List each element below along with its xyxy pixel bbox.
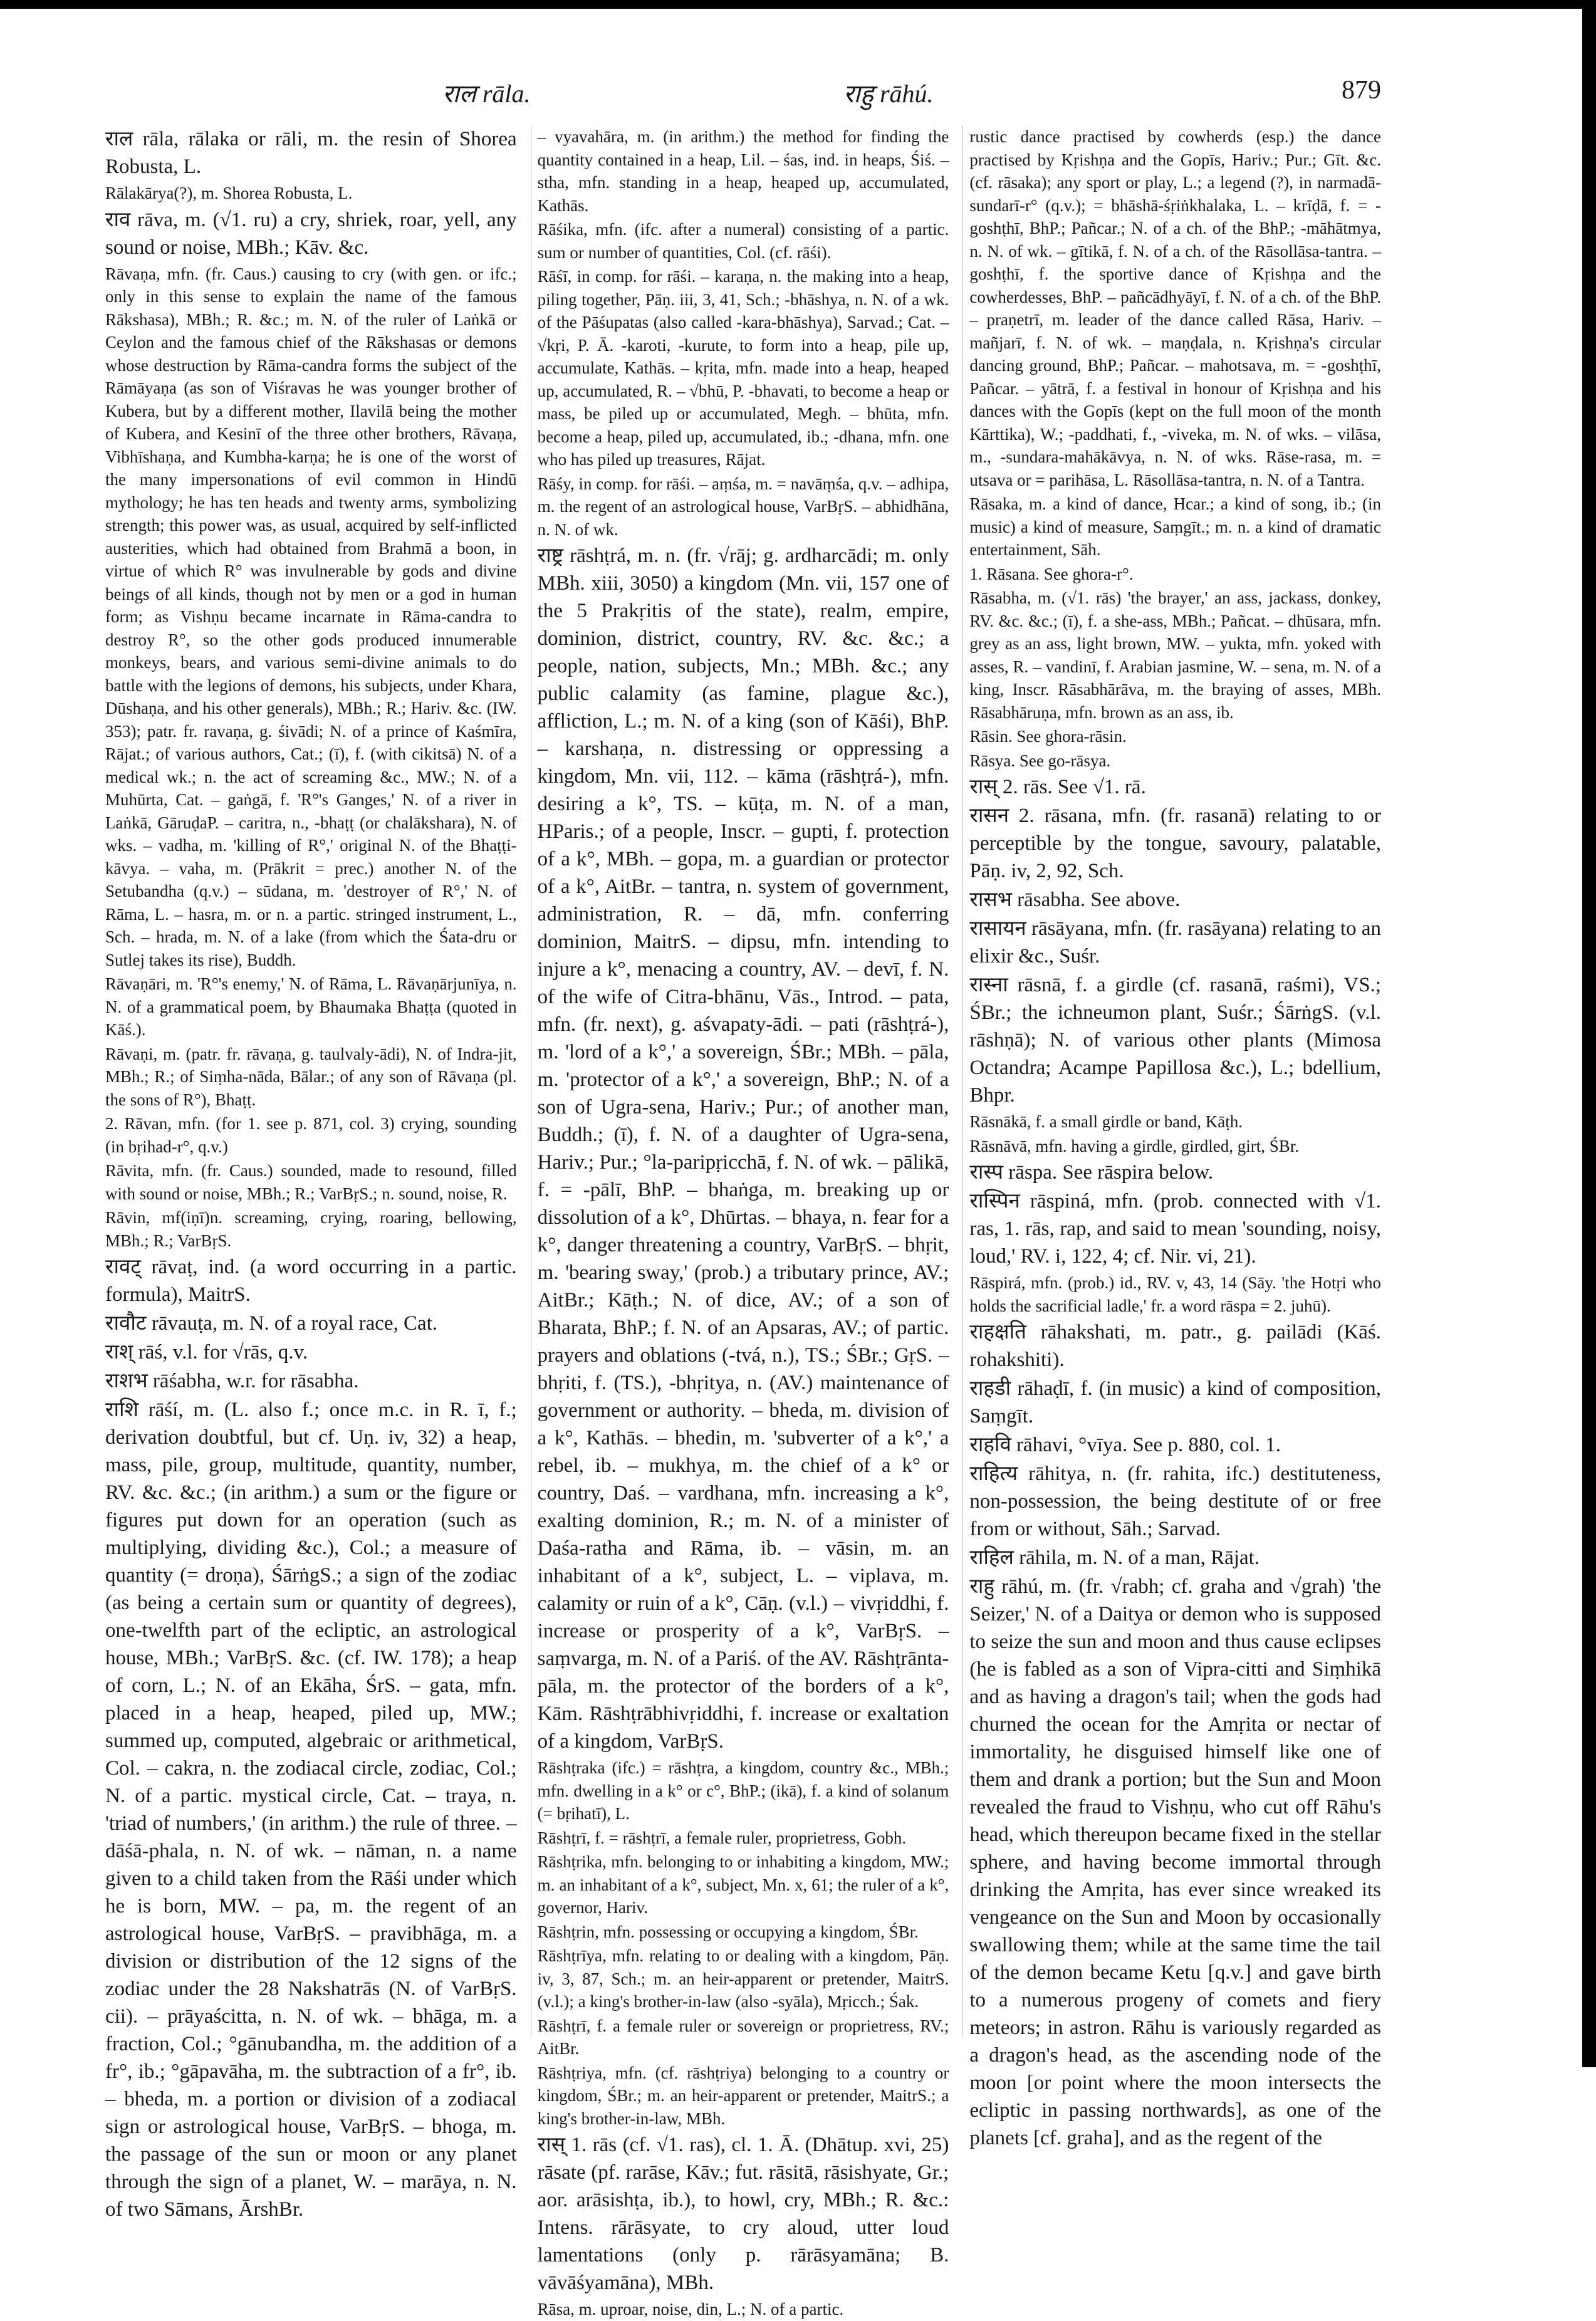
dictionary-entry: Rāsa, m. uproar, noise, din, L.; N. of a partic. <box>537 2300 844 2318</box>
dictionary-entry: राशभ rāśabha, w.r. for rāsabha. <box>105 1370 359 1392</box>
dictionary-entry: rustic dance practised by cowherds (esp.) the dance practised by Kṛishṇa and the Gopīs, Hariv.; Pur.; Gīt. &c. (cf. rāsaka); any sport or play, L.; a legend (?), in narmadā-sundarī-r° (q.v.); = bhāshā-śṛiṅkhalaka, L. – krīḍā, f. = -goshṭhī, BhP.; Pañcar.; N. of a ch. of the BhP.; -māhātmya, n. N. of wk. – gītikā, f. N. of a ch. of the Rāsollāsa-tantra. – goshṭhī, f. the sportive dance of Kṛishṇa and the cowherdesses, BhP. – pañcādhyāyī, f. N. of a ch. of the BhP. – praṇetrī, m. leader of the dance called Rāsa, Hariv. – mañjarī, f. N. of wk. – maṇḍala, n. Kṛishṇa's circular dancing ground, BhP.; Pañcar. – mahotsava, m. = -goshṭhī, Pañcar. – yātrā, f. a festival in honour of Kṛishṇa and his dances with the Gopīs (kept on the full moon of the month Kārttika), W.; -paddhati, f., -viveka, m. N. of wks. – vilāsa, m., -sundara-mahākāvya, n. N. of wks. Rāse-rasa, m. = utsava or = parihāsa, L. Rāsollāsa-tantra, n. N. of a Tantra. <box>969 127 1382 489</box>
dictionary-entry: 2. Rāvan, mfn. (for 1. see p. 871, col. 3) crying, sounding (in bṛihad-r°, q.v.) <box>105 1114 517 1156</box>
dictionary-entry: रास्प rāspa. See rāspira below. <box>969 1161 1214 1184</box>
dictionary-entry: Rāvaṇa, mfn. (fr. Caus.) causing to cry (with gen. or ifc.; only in this sense to explain the name of the famous Rākshasa), MBh.; R. &c.; m. N. of the ruler of Laṅkā or Ceylon and the famous chief of the Rākshasas or demons whose destruction by Rāma-candra forms the subject of the Rāmāyaṇa (as son of Viśravas he was younger brother of Kubera, but by a different mother, Ilavilā being the mother of Kubera, and Kesinī of the three other brothers, Rāvaṇa, Vibhīshaṇa, and Kumbha-karṇa; he is one of the worst of the many impersonations of evil common in Hindū mythology; he has ten heads and twenty arms, symbolizing strength; this power was, as usual, acquired by self-inflicted austerities, which had obtained from Brahmā a boon, in virtue of which R° was invulnerable by gods and divine beings of all kinds, though not by men or a god in human form; as Vishṇu became incarnate in Rāma-candra to destroy R°, so the other gods produced innumerable monkeys, bears, and various semi-divine animals to do battle with the legions of demons, his subjects, under Khara, Dūshaṇa, and his other generals), MBh.; R.; Hariv. &c. (IW. 353); patr. fr. ravaṇa, g. śivādi; N. of a prince of Kaśmīra, Rājat.; of various authors, Cat.; (ī), f. (with cikitsā) N. of a medical wk.; n. the act of screaming &c., MW.; N. of a Muhūrta, Cat. – gaṅgā, f. 'R°'s Ganges,' N. of a river in Laṅkā, GāruḍaP. – caritra, n., -bhaṭṭ (or chalākshara), N. of wks. – vadha, m. 'killing of R°,' original N. of the Bhaṭṭi-kāvya. – vaha, m. (Prākrit = prec.) another N. of the Setubandha (q.v.) – sūdana, m. 'destroyer of R°,' N. of Rāma, L. – hasra, m. or n. a partic. stringed instrument, L., Sch. – hrada, m. N. of a lake (from which the Śata-dru or Sutlej takes its rise), Buddh. <box>105 264 517 969</box>
dictionary-entry: Rāśika, mfn. (ifc. after a numeral) consisting of a partic. sum or number of quantities, Col. (cf. rāśi). <box>537 220 949 262</box>
dictionary-entry: Rāshṭrī, f. a female ruler or sovereign or proprietress, RV.; AitBr. <box>537 2016 949 2058</box>
dictionary-entry: Rāsabha, m. (√1. rās) 'the brayer,' an ass, jackass, donkey, RV. &c. &c.; (ī), f. a she-ass, MBh.; Pañcat. – dhūsara, mfn. grey as an ass, light brown, MW. – yukta, mfn. yoked with asses, R. – vandinī, f. Arabian jasmine, W. – sena, m. N. of a king, Inscr. Rāsabhārāva, m. the braying of asses, MBh. Rāsabhāruṇa, mfn. brown as an ass, ib. <box>969 588 1382 722</box>
dictionary-entry: राष्ट्र rāshṭrá, m. n. (fr. √rāj; g. ardharcādi; m. only MBh. xiii, 3050) a kingdom (Mn. vii, 157 one of the 5 Prakṛitis of the state), realm, empire, dominion, district, country, RV. &c. &c.; a people, nation, subjects, Mn.; MBh. &c.; any public calamity (as famine, plague &c.), affliction, L.; m. N. of a king (son of Kāśi), BhP. – karshaṇa, n. distressing or oppressing a kingdom, Mn. vii, 112. – kāma (rāshṭrá-), mfn. desiring a k°, TS. – kūṭa, m. N. of a man, HParis.; of a people, Inscr. – gupti, f. protection of a k°, MBh. – gopa, m. a guardian or protector of a k°, AitBr. – tantra, n. system of government, administration, R. – dā, mfn. conferring dominion, MaitrS. – dipsu, mfn. intending to injure a k°, menacing a country, AV. – devī, f. N. of the wife of Citra-bhānu, Vās., Introd. – pata, mfn. (fr. next), g. aśvapaty-ādi. – pati (rāshṭrá-), m. 'lord of a k°,' a sovereign, ŚBr.; MBh. – pāla, m. 'protector of a k°,' a sovereign, BhP.; N. of a son of Ugra-sena, Hariv.; Pur.; of another man, Buddh.; (ī), f. N. of a daughter of Ugra-sena, Hariv.; Pur.; °la-paripṛicchā, f. N. of wk. – pālikā, f. = -pālī, BhP. – bhaṅga, m. breaking up or dissolution of a k°, Dhūrtas. – bhaya, n. fear for a k°, danger threatening a country, VarBṛS. – bhṛit, m. 'bearing sway,' (prob.) a tributary prince, AV.; AitBr.; Kāṭh.; N. of dice, AV.; of a son of Bharata, BhP.; f. N. of an Apsaras, AV.; of partic. prayers and oblations (-tvá, n.), TS.; ŚBr.; GṛS. – bhṛiti, f. (TS.), -bhṛitya, n. (AV.) maintenance of government or authority. – bheda, m. division of a k°, Kathās. – bhedin, m. 'subverter of a k°,' a rebel, ib. – mukhya, m. the chief of a k° or country, Daś. – vardhana, mfn. increasing a k°, exalting dominion, R.; m. N. of a minister of Daśa-ratha and Rāma, ib. – vāsin, m. an inhabitant of a k°, subject, L. – viplava, m. calamity or ruin of a k°, Cāṇ. (v.l.) – vivṛiddhi, f. increase or prosperity of a k°, VarBṛS. – saṃvarga, m. N. of a Pariś. of the AV. Rāshṭrānta-pāla, m. the protector of the borders of a k°, Kām. Rāshṭrābhivṛiddhi, f. increase or exaltation of a kingdom, VarBṛS. <box>537 545 949 1753</box>
dictionary-entry: रास्ना rāsnā, f. a girdle (cf. rasanā, raśmi), VS.; ŚBr.; the ichneumon plant, Suśr.; ŚārṅgS. (v.l. rāshṇā); N. of various other plants (Mimosa Octandra; Acampe Papillosa &c.), L.; bdellium, Bhpr. <box>969 974 1382 1107</box>
dictionary-entry: Rāshṭrika, mfn. belonging to or inhabiting a kingdom, MW.; m. an inhabitant of a k°, subject, Mn. x, 61; the ruler of a k°, governor, Hariv. <box>537 1852 949 1917</box>
dictionary-entry: रासन 2. rāsana, mfn. (fr. rasanā) relating to or perceptible by the tongue, savoury, palatable, Pāṇ. iv, 2, 92, Sch. <box>969 805 1382 882</box>
dictionary-entry: राव rāva, m. (√1. ru) a cry, shriek, roar, yell, any sound or noise, MBh.; Kāv. &c. <box>105 208 517 259</box>
dictionary-entry: Rāshṭrin, mfn. possessing or occupying a kingdom, ŚBr. <box>537 1922 919 1941</box>
header-left-headword: राल rāla. <box>442 80 531 108</box>
dictionary-entry: राश् rāś, v.l. for √rās, q.v. <box>105 1341 308 1364</box>
dictionary-entry: Rāspirá, mfn. (prob.) id., RV. v, 43, 14 (Sāy. 'the Hotṛi who holds the sacrificial ladle,' fr. a word rāspa = 2. juhū). <box>969 1273 1382 1315</box>
dictionary-entry: राहक्षति rāhakshati, m. patr., g. pailādi (Kāś. rohakshiti). <box>969 1321 1382 1371</box>
dictionary-entry: Rāśy, in comp. for rāśi. – aṃśa, m. = navāṃśa, q.v. – adhipa, m. the regent of an astrological house, VarBṛS. – abhidhāna, n. N. of wk. <box>537 474 949 539</box>
dictionary-entry: Rāsya. See go-rāsya. <box>969 751 1111 770</box>
page-header <box>105 75 1381 115</box>
dictionary-entry: Rāvita, mfn. (fr. Caus.) sounded, made to resound, filled with sound or noise, MBh.; R.; VarBṛS.; n. sound, noise, R. <box>105 1161 517 1203</box>
header-center-headword: राहु rāhú. <box>843 80 934 108</box>
dictionary-entry: Rālakārya(?), m. Shorea Robusta, L. <box>105 184 353 202</box>
dictionary-entry: Rāsaka, m. a kind of dance, Hcar.; a kind of song, ib.; (in music) a kind of measure, Saṃgīt.; m. n. a kind of dramatic entertainment, Sāh. <box>969 494 1382 559</box>
column-1 <box>105 125 517 2221</box>
dictionary-entry: रावट् rāvaṭ, ind. (a word occurring in a partic. formula), MaitrS. <box>105 1256 517 1306</box>
column-3 <box>962 125 1382 2149</box>
dictionary-entry: Rāshṭrīya, mfn. relating to or dealing with a kingdom, Pāṇ. iv, 3, 87, Sch.; m. an heir-apparent or pretender, MaitrS. (v.l.); a king's brother-in-law (also -syāla), Mṛicch.; Śak. <box>537 1946 949 2011</box>
dictionary-entry: Rāshṭraka (ifc.) = rāshṭra, a kingdom, country &c., MBh.; mfn. dwelling in a k° or c°, BhP.; (ikā), f. a kind of solanum (= bṛihatī), L. <box>537 1758 949 1823</box>
dictionary-entry: रासायन rāsāyana, mfn. (fr. rasāyana) relating to an elixir &c., Suśr. <box>969 917 1382 968</box>
dictionary-entry: राहडी rāhaḍī, f. (in music) a kind of composition, Saṃgīt. <box>969 1377 1382 1427</box>
dictionary-entry: Rāvaṇāri, m. 'R°'s enemy,' N. of Rāma, L. Rāvaṇārjunīya, n. N. of a grammatical poem, by Bhaumaka Bhaṭṭa (quoted in Kāś.). <box>105 974 517 1039</box>
columns <box>105 125 1382 2318</box>
dictionary-entry: Rāvin, mf(iṇī)n. screaming, crying, roaring, bellowing, MBh.; R.; VarBṛS. <box>105 1208 517 1250</box>
dictionary-entry: राल rāla, rālaka or rāli, m. the resin of Shorea Robusta, L. <box>105 128 517 178</box>
dictionary-entry: राहित्य rāhitya, n. (fr. rahita, ifc.) destituteness, non-possession, the being destitute of or free from or without, Sāh.; Sarvad. <box>969 1463 1382 1540</box>
dictionary-entry: राहवि rāhavi, °vīya. See p. 880, col. 1. <box>969 1434 1281 1456</box>
dictionary-entry: रासभ rāsabha. See above. <box>969 889 1181 911</box>
dictionary-entry: रास्पिन rāspiná, mfn. (prob. connected with √1. ras, 1. rās, rap, and said to mean 'sounding, noisy, loud,' RV. i, 122, 4; cf. Nir. vi, 21). <box>969 1190 1382 1268</box>
dictionary-entry: राहिल rāhila, m. N. of a man, Rājat. <box>969 1546 1260 1569</box>
dictionary-entry: राशि rāśí, m. (L. also f.; once m.c. in R. ī, f.; derivation doubtful, but cf. Uṇ. iv, 32) a heap, mass, pile, group, multitude, quantity, number, RV. &c. &c.; (in arithm.) a sum or the figure or figures put down for an operation (such as multiplying, dividing &c.), Col.; a measure of quantity (= droṇa), ŚārṅgS.; a sign of the zodiac (as being a certain sum or quantity of degrees), one-twelfth part of the ecliptic, an astrological house, MBh.; VarBṛS. &c. (cf. IW. 178); a heap of corn, L.; N. of an Ekāha, ŚrS. – gata, mfn. placed in a heap, heaped, piled up, MW.; summed up, computed, algebraic or arithmetical, Col. – cakra, n. the zodiacal circle, zodiac, Col.; N. of a partic. mystical circle, Cat. – traya, n. 'triad of numbers,' (in arithm.) the rule of three. – dāśā-phala, n. N. of wk. – nāman, n. a name given to a child taken from the Rāśi under which he is born, MW. – pa, m. the regent of an astrological house, VarBṛS. – pravibhāga, m. a division or distribution of the 12 signs of the zodiac under the 28 Nakshatrās (N. of VarBṛS. cii). – prāyaścitta, n. N. of wk. – bhāga, m. a fraction, Col.; °gānubandha, m. the addition of a fr°, ib.; °gāpavāha, m. the subtraction of a fr°, ib. – bheda, m. a portion or division of a zodiacal sign or astrological house, VarBṛS. – bhoga, m. the passage of the sun or moon or any planet through the sign of a planet, W. – marāya, n. N. of two Sāmans, ĀrshBr. <box>105 1399 517 2221</box>
dictionary-entry: Rāshṭrī, f. = rāshṭrī, a female ruler, proprietress, Gobh. <box>537 1828 907 1847</box>
top-border <box>0 0 1596 9</box>
dictionary-entry: – vyavahāra, m. (in arithm.) the method for finding the quantity contained in a heap, Lil. – śas, ind. in heaps, Śiś. – stha, mfn. standing in a heap, heaped up, accumulated, Kathās. <box>537 127 949 215</box>
page-number: 879 <box>1342 76 1381 105</box>
dictionary-entry: Rāshṭriya, mfn. (cf. rāshṭriya) belonging to a country or kingdom, ŚBr.; m. an heir-apparent or pretender, MaitrS.; a king's brother-in-law, MBh. <box>537 2063 949 2128</box>
dictionary-entry: Rāśī, in comp. for rāśi. – karaṇa, n. the making into a heap, piling together, Pāṇ. iii, 3, 41, Sch.; -bhāshya, n. N. of a wk. of the Pāśupatas (also called -kara-bhāshya), Sarvad.; Cat. – √kṛi, P. Ā. -karoti, -kurute, to form into a heap, pile up, accumulate, Kathās. – kṛita, mfn. made into a heap, heaped up, accumulated, R. – √bhū, P. -bhavati, to become a heap or mass, be piled up or accumulated, Megh. – bhūta, mfn. become a heap, piled up, accumulated, ib.; -dhana, mfn. one who has piled up treasures, Rājat. <box>537 267 949 469</box>
dictionary-entry: रावौट rāvauṭa, m. N. of a royal race, Cat. <box>105 1312 438 1335</box>
dictionary-entry: Rāsnākā, f. a small girdle or band, Kāṭh. <box>969 1112 1243 1131</box>
column-2 <box>531 125 949 2318</box>
dictionary-entry: Rāvaṇi, m. (patr. fr. rāvaṇa, g. taulvaly-ādi), N. of Indra-jit, MBh.; R.; of Siṃha-nāda, Bālar.; of any son of Rāvaṇa (pl. the sons of R°), Bhaṭṭ. <box>105 1044 517 1109</box>
dictionary-entry: 1. Rāsana. See ghora-r°. <box>969 564 1134 583</box>
dictionary-entry: Rāsin. See ghora-rāsin. <box>969 727 1127 746</box>
dictionary-entry: राहु rāhú, m. (fr. √rabh; cf. graha and √grah) 'the Seizer,' N. of a Daitya or demon who is supposed to seize the sun and moon and thus cause eclipses (he is fabled as a son of Vipra-citti and Siṃhikā and as having a dragon's tail; when the gods had churned the ocean for the Amṛita or nectar of immortality, he disguised himself like one of them and drank a portion; but the Sun and Moon revealed the fraud to Vishṇu, who cut off Rāhu's head, which thereupon became fixed in the stellar sphere, and having become immortal through drinking the Amṛita, has ever since wreaked its vengeance on the Sun and Moon by occasionally swallowing them; while at the same time the tail of the demon became Ketu [q.v.] and gave birth to a numerous progeny of comets and fiery meteors; in astron. Rāhu is variously regarded as a dragon's head, as the ascending node of the moon [or point where the moon intersects the ecliptic in passing northwards], as one of the planets [cf. graha], and as the regent of the <box>969 1575 1382 2149</box>
dictionary-page <box>105 75 1382 2318</box>
right-border <box>1582 0 1596 2067</box>
dictionary-entry: रास् 1. rās (cf. √1. ras), cl. 1. Ā. (Dhātup. xvi, 25) rāsate (pf. rarāse, Kāv.; fut. rāsitā, rāsishyate, Gr.; aor. arāsishṭa, ib.), to howl, cry, MBh.; R. &c.: Intens. rārāsyate, to cry aloud, utter loud lamentations (only p. rārāsyamāna; B. vāvāśyamāna), MBh. <box>537 2134 949 2294</box>
dictionary-entry: रास् 2. rās. See √1. rā. <box>969 776 1146 798</box>
dictionary-entry: Rāsnāvā, mfn. having a girdle, girdled, girt, ŚBr. <box>969 1136 1299 1155</box>
